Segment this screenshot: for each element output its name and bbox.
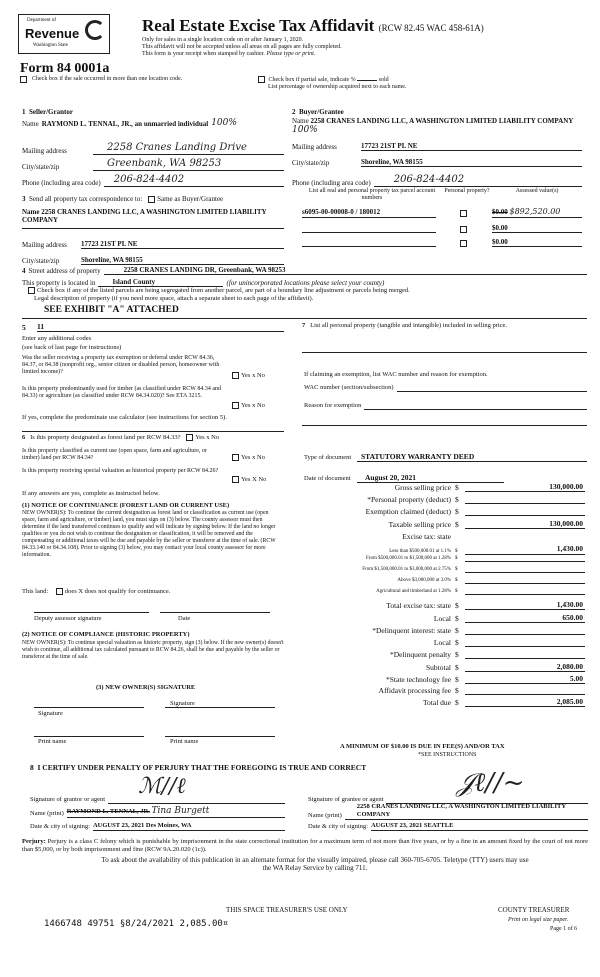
sec6-if-yes: If any answers are yes, complete as instructed below.	[22, 490, 160, 497]
alt-format-text: To ask about the availability of this publication in an alternate format for the visually impaired, please call 360-705-6705. Teletype (TTY) users may use the WA Relay Service by calling 711.	[101, 856, 529, 873]
see-instructions: *SEE INSTRUCTIONS	[418, 752, 477, 758]
form-title	[142, 16, 484, 36]
parcel-value-struck: $0.00	[492, 208, 508, 216]
sec6-n1-body: NEW OWNER(S): To continue the current designation as forest land or classification as current use (open space, farm and agriculture, or timber) land, you must sign on (3) below. The county assessor must then determine if the land transferred continues to qualify and will indicate by signing below. If the land no longer qualifies or you do not wish to continue the designation or classification, it will be removed and the compensating or additional taxes will be due and payable by the seller or transferor at the time of sale. (RCW 84.33.140 or 84.34.108). Prior to signing (3) below, you may contact your local county assessor for more information.	[22, 510, 276, 559]
deputy-date-line[interactable]	[160, 612, 270, 613]
corr-mailing-field[interactable]: 17723 21ST PL NE	[81, 240, 284, 249]
treasurer-stamp: 1466748 49751 §8/24/2021 2,085.00¤	[44, 919, 229, 929]
tax-row	[300, 650, 585, 659]
owner-print-line-2[interactable]	[165, 736, 275, 737]
checkbox-multi-location[interactable]	[20, 76, 27, 83]
tax-row-label: Less than $500,000.01 at 1.1%	[389, 548, 451, 554]
grantor-name-row	[30, 806, 285, 818]
tax-row-value[interactable]: 2,080.00	[465, 662, 585, 672]
parcel-value-field[interactable]: $0.00	[492, 224, 582, 233]
tax-row	[300, 519, 585, 529]
tax-row-value[interactable]	[465, 561, 585, 562]
sec5-line	[22, 431, 284, 432]
deputy-sig-line[interactable]	[34, 612, 149, 613]
owner-print-label-2: Print name	[170, 738, 199, 745]
dollar-sign: $	[455, 520, 459, 529]
grantee-sig-field[interactable]	[386, 768, 588, 804]
tax-row-value[interactable]: 1,430.00	[465, 545, 585, 555]
tax-row	[300, 613, 585, 623]
seller-mailing-row	[22, 142, 284, 155]
tax-row-value[interactable]	[465, 583, 585, 584]
sec7-reason-row	[304, 401, 587, 410]
tax-row-value[interactable]: 130,000.00	[465, 519, 585, 529]
tax-row-value[interactable]: 1,430.00	[465, 600, 585, 610]
owner-print-label-1: Print name	[38, 738, 67, 745]
tax-row	[300, 556, 585, 562]
doc-type-label: Type of document	[304, 454, 352, 462]
tax-row-label: Excise tax: state	[402, 532, 451, 541]
sec6-q3: Is this property receiving special valuation as historical property per RCW 84.26?	[22, 468, 219, 474]
tax-row	[300, 567, 585, 573]
county-treasurer: COUNTY TREASURER	[498, 906, 570, 914]
dollar-sign: $	[455, 686, 459, 695]
buyer-phone-label: Phone (including area code)	[292, 178, 371, 187]
doc-date-field[interactable]: August 20, 2021	[357, 473, 504, 483]
parcels-h3: Assessed value(s)	[515, 188, 559, 194]
see-exhibit: SEE EXHIBIT "A" ATTACHED	[44, 305, 179, 315]
seller-city-label: City/state/zip	[22, 162, 60, 171]
dollar-sign: $	[455, 578, 458, 583]
tax-row-value[interactable]	[465, 634, 585, 635]
perjury-body: Perjury is a class C felony which is punishable by imprisonment in the state correctional institution for a maximum term of not more than five years, or by a fine in an amount fixed by the court of not more than $5,000, or by both imprisonment and fine (RCW 9A.20.020 (1c)).	[22, 838, 589, 853]
tax-row	[300, 697, 585, 707]
form-title-text: Real Estate Excise Tax Affidavit	[142, 16, 375, 35]
correspondence-heading	[22, 195, 223, 203]
tax-row-value[interactable]	[465, 594, 585, 595]
tax-row-value[interactable]	[465, 572, 585, 573]
tax-row-value[interactable]: 650.00	[465, 613, 585, 623]
grantor-name-label: Name (print)	[30, 810, 64, 817]
corr-city-label: City/state/zip	[22, 257, 60, 265]
tax-row-label: *Delinquent interest: state	[372, 626, 451, 635]
sec5-code-row	[22, 322, 284, 332]
located-note: (for unincorporated locations please select your county)	[226, 279, 385, 287]
checkbox-same-as-buyer[interactable]	[148, 196, 155, 203]
check-partial-label: Check box if partial sale, indicate %	[268, 76, 356, 83]
seller-phone-label: Phone (including area code)	[22, 178, 101, 187]
note-1: Only for sales in a single location code on or after January 1, 2020.	[142, 37, 304, 43]
tax-row	[300, 662, 585, 672]
note-3-text: This form is your receipt when stamped by cashier.	[142, 51, 265, 58]
parcel-number-field[interactable]	[302, 238, 436, 247]
tax-row-label: *State technology fee	[386, 675, 451, 684]
sec5-q2-ans-label: Yes x No	[241, 402, 265, 409]
wac-field[interactable]	[397, 383, 587, 392]
buyer-name-value[interactable]: 2258 CRANES LANDING LLC, A WASHINGTON LIMITED LIABILITY COMPANY	[310, 117, 574, 125]
owner-sig-line-1[interactable]	[34, 707, 144, 708]
form-number: Form 84 0001a	[20, 61, 110, 76]
seller-mailing-field[interactable]: 2258 Cranes Landing Drive	[93, 142, 284, 155]
sec7-label: List all personal property (tangible and intangible) included in selling price.	[310, 322, 508, 329]
seller-name-row	[22, 118, 284, 129]
sec5-q2: Is this property predominantly used for timber (as classified under RCW 84.34 and 84.33) or agriculture (as classified under RCW 84.34.020)? See ETA 3215.	[22, 386, 222, 400]
partial-sold-label: sold	[378, 76, 389, 83]
checkbox-partial-sale[interactable]	[258, 76, 265, 83]
dollar-sign: $	[455, 548, 458, 554]
doc-date-label: Date of document	[304, 475, 351, 483]
tax-row-value[interactable]	[465, 694, 585, 695]
street-row	[22, 266, 587, 275]
sec6-n1-title: (1) NOTICE OF CONTINUANCE (FOREST LAND OR CURRENT USE)	[22, 502, 230, 509]
grantee-signature-mark: 𝒥ℓ∕∕~	[456, 768, 525, 798]
tax-row	[300, 589, 585, 595]
corr-label: Send all property tax correspondence to:	[29, 195, 143, 203]
sec7-reason-label: Reason for exemption	[304, 402, 362, 410]
checkbox-sec5-q2[interactable]	[232, 402, 239, 409]
dor-logo	[18, 14, 110, 54]
grantee-name-label: Name (print)	[308, 811, 342, 819]
buyer-name-row	[292, 117, 582, 136]
grantor-date-row	[30, 822, 285, 831]
parcel-number-field[interactable]: s6095-00-00008-0 / 180012	[302, 208, 436, 217]
dor-emblem-icon	[85, 20, 105, 40]
dollar-sign: $	[455, 601, 459, 610]
reason-field[interactable]	[364, 401, 587, 410]
tax-row-value[interactable]	[465, 515, 585, 516]
tax-row-label: Subtotal	[425, 663, 451, 672]
check-segregated[interactable]	[28, 287, 588, 295]
parcels-h1: List all real and personal property tax parcel account numbers	[308, 188, 436, 202]
buyer-phone-field[interactable]: 206-824-4402	[374, 174, 582, 187]
seller-heading	[22, 108, 73, 116]
sec6-this-land-row	[22, 588, 170, 596]
dollar-sign: $	[455, 650, 459, 659]
sec6-this-land: This land:	[22, 588, 49, 595]
grantor-date-field[interactable]: AUGUST 23, 2021 Des Moines, WA	[93, 822, 285, 831]
tax-row-label: From $500,000.01 to $1,500,000 at 1.28%	[366, 556, 451, 561]
dollar-sign: $	[455, 556, 458, 561]
dollar-sign: $	[455, 638, 459, 647]
seller-name-value[interactable]: RAYMOND L. TENNAL, JR., an unmarried individual	[41, 120, 209, 129]
tax-row-label: Affidavit processing fee	[378, 686, 451, 695]
grantee-name-field[interactable]: 2258 CRANES LANDING LLC, A WASHINGTON LIMITED LIABILITY COMPANY	[345, 803, 588, 820]
page-number: Page 1 of 6	[550, 926, 578, 932]
buyer-city-label: City/state/zip	[292, 159, 330, 167]
segregated-label: Check box if any of the listed parcels are being segregated from another parcel, are part of a boundary line adjustment or parcels being merged.	[37, 287, 410, 294]
sec6-does: does X does not qualify for continuance.	[64, 588, 171, 595]
checkbox-personal-property[interactable]	[460, 226, 467, 233]
tax-row	[300, 578, 585, 584]
dollar-sign: $	[455, 675, 459, 684]
owner-sig-label-1: Signature	[38, 710, 63, 717]
sec7-number: 7	[302, 322, 306, 329]
tax-row	[300, 532, 585, 541]
buyer-name-pct[interactable]: 100%	[292, 125, 318, 136]
sec5-q2-answer[interactable]	[232, 402, 265, 410]
sec5-number: 5	[22, 323, 26, 332]
buyer-mailing-row	[292, 142, 582, 151]
dept-line1: Department of	[27, 18, 57, 23]
sec5-q3: If yes, complete the predominate use calculator (see instructions for section 5).	[22, 414, 227, 421]
dollar-sign: $	[455, 614, 459, 623]
corr-city-row	[22, 256, 284, 265]
sec6-n2-body: NEW OWNER(S): To continue special valuation as historic property, sign (3) below. If the new owner(s) doesn't wish to continue, all additional tax calculated pursuant to RCW 84.26, shall be due and payable by the seller or transferor at the time of sale.	[22, 640, 284, 661]
grantee-sig-label: Signature of grantee or agent	[308, 796, 384, 804]
tax-row	[300, 507, 585, 516]
tax-row-label: From $1,500,000.01 to $3,000,000 at 2.75%	[362, 567, 451, 572]
sec6-q3-ans: Yes X No	[241, 476, 267, 483]
grantor-name-field[interactable]	[67, 806, 285, 818]
grantor-sig-label: Signature of grantor or agent	[30, 796, 106, 804]
sec5-enter-codes: Enter any additional codes	[22, 335, 92, 342]
parcel-row	[302, 224, 587, 233]
seller-number: 1	[22, 108, 26, 116]
tax-row-label: *Personal property (deduct)	[367, 495, 451, 504]
tax-row-value[interactable]: 2,085.00	[465, 697, 585, 707]
perjury-label: Perjury:	[22, 838, 46, 845]
tax-row-label: Total due	[422, 698, 451, 707]
checkbox-sec6-q2[interactable]	[232, 454, 239, 461]
corr-name[interactable]: Name 2258 CRANES LANDING LLC, A WASHINGTON LIMITED LIABILITY COMPANY	[22, 208, 267, 225]
corr-number: 3	[22, 195, 26, 203]
tax-row-value[interactable]	[465, 658, 585, 659]
dept-line3: Washington State	[33, 43, 69, 48]
grantor-sig-row	[30, 774, 285, 804]
sec5-q1-ans-label: Yes x No	[241, 372, 265, 379]
dollar-sign: $	[455, 698, 459, 707]
check-multi-label: Check box if the sale occurred in more than one location code.	[32, 76, 183, 82]
owner-sig-label-2: Signature	[170, 700, 195, 707]
header-notes	[142, 37, 342, 59]
doc-type-row	[304, 452, 587, 462]
tax-row-label: Total excise tax: state	[386, 601, 451, 610]
sec7-line-1[interactable]	[302, 352, 587, 353]
parcel-value-field[interactable]	[492, 207, 582, 218]
tax-row-value[interactable]: 130,000.00	[465, 482, 585, 492]
parcels-header	[302, 188, 587, 202]
partial-pct-field[interactable]	[357, 80, 377, 81]
note-3-print: Please type or print.	[266, 51, 316, 58]
buyer-heading	[292, 108, 344, 116]
tax-row	[300, 482, 585, 492]
checkbox-segregated[interactable]	[28, 287, 35, 294]
seller-phone-row	[22, 174, 284, 187]
deputy-sig-label: Deputy assessor signature	[34, 615, 102, 622]
buyer-mailing-label: Mailing address	[292, 143, 337, 151]
buyer-city-row	[292, 158, 582, 167]
perjury-text	[22, 838, 588, 854]
deputy-date-label: Date	[178, 615, 191, 622]
tax-row-value[interactable]	[465, 646, 585, 647]
grantor-signature-mark: ℳ∕∕ℓ	[138, 774, 186, 799]
tax-row	[300, 600, 585, 610]
partial-list-label: List percentage of ownership acquired next to each name.	[268, 84, 407, 91]
parcel-row	[302, 238, 587, 247]
corr-mailing-row	[22, 240, 284, 249]
buyer-name-label: Name	[292, 117, 309, 125]
street-label: Street address of property	[28, 267, 101, 275]
dollar-sign: $	[455, 663, 459, 672]
seller-city-field[interactable]: Greenbank, WA 98253	[93, 158, 284, 171]
check-multi-location[interactable]	[20, 76, 182, 83]
seller-mailing-label: Mailing address	[22, 146, 67, 155]
grantor-date-label: Date & city of signing:	[30, 823, 90, 831]
sec6-q2-ans: Yes x No	[241, 454, 265, 461]
sec6-q3-answer[interactable]	[232, 476, 266, 484]
checkbox-qualifies[interactable]	[56, 588, 63, 595]
dollar-sign: $	[455, 483, 459, 492]
grantee-date-row	[308, 822, 588, 831]
street-field[interactable]: 2258 CRANES LANDING DR, Greenbank, WA 98253	[104, 266, 587, 275]
grantor-name-struck: RAYMOND L. TENNAL, JR.	[66, 808, 150, 815]
tax-row-label: *Delinquent penalty	[389, 650, 451, 659]
form-title-ref: (RCW 82.45 WAC 458-61A)	[378, 23, 484, 33]
dollar-sign: $	[455, 507, 459, 516]
checkbox-personal-property[interactable]	[460, 240, 467, 247]
sec6-number: 6	[22, 434, 26, 441]
checkbox-personal-property[interactable]	[460, 210, 467, 217]
treasurer-use-only: THIS SPACE TREASURER'S USE ONLY	[226, 906, 348, 914]
tax-row-label: Above $3,000,000 at 3.0%	[397, 578, 451, 583]
dollar-sign: $	[455, 567, 458, 572]
buyer-label: Buyer/Grantee	[299, 108, 344, 116]
buyer-city-field[interactable]: Shoreline, WA 98155	[361, 158, 582, 167]
buyer-number: 2	[292, 108, 296, 116]
located-label: This property is located in	[22, 279, 96, 287]
seller-city-row	[22, 158, 284, 171]
tax-row	[300, 638, 585, 647]
tax-row-label: Local	[433, 614, 451, 623]
buyer-phone-row	[292, 174, 582, 187]
parcel-row	[302, 207, 587, 218]
parcel-value-field[interactable]: $0.00	[492, 238, 582, 247]
sec6-q1-row	[22, 434, 219, 442]
seller-label: Seller/Grantor	[29, 108, 73, 116]
tax-row-value[interactable]: 5.00	[465, 674, 585, 684]
seller-name-pct[interactable]: 100%	[211, 118, 237, 128]
sec6-q2: Is this property classified as current use (open space, farm and agriculture, or timber) land per RCW 84.34?	[22, 448, 207, 462]
sec7-exemption: If claiming an exemption, list WAC number and reason for exemption.	[304, 371, 488, 378]
located-row	[22, 278, 587, 287]
grantor-sig-field[interactable]	[108, 774, 285, 804]
doc-type-field[interactable]: STATUTORY WARRANTY DEED	[357, 452, 587, 462]
sec5-code-field[interactable]: 11	[37, 322, 284, 332]
sec5-see-back: (see back of last page for instructions)	[22, 344, 122, 351]
dollar-sign: $	[455, 495, 459, 504]
legal-desc-label: Legal description of property (if you need more space, attach a separate sheet to each page of the affidavit).	[34, 295, 314, 302]
certify-text: I CERTIFY UNDER PENALTY OF PERJURY THAT THE FOREGOING IS TRUE AND CORRECT	[37, 763, 367, 772]
tax-row	[300, 686, 585, 695]
legal-line	[22, 318, 587, 319]
sec5-q1-answer[interactable]	[232, 372, 265, 380]
parcel-value-handwritten: $892,520.00	[509, 207, 561, 216]
tax-row-label: Exemption claimed (deduct)	[365, 507, 451, 516]
property-number: 4	[22, 267, 26, 275]
tax-row	[300, 545, 585, 555]
legal-size-note: Print on legal size paper.	[508, 917, 569, 923]
note-3	[142, 51, 342, 58]
tax-row-label: Local	[433, 638, 451, 647]
corr-mailing-label: Mailing address	[22, 241, 67, 249]
checkbox-sec5-q1[interactable]	[232, 372, 239, 379]
sec7-line-2[interactable]	[302, 425, 587, 426]
sec6-n2-title: (2) NOTICE OF COMPLIANCE (HISTORIC PROPERTY)	[22, 631, 190, 638]
checkbox-sec6-q3[interactable]	[232, 476, 239, 483]
tax-row-label: Taxable selling price	[388, 520, 451, 529]
corr-same-label: Same as Buyer/Grantee	[157, 195, 224, 203]
minimum-note: A MINIMUM OF $10.00 IS DUE IN FEE(S) AND/OR TAX	[340, 743, 505, 750]
seller-name-label: Name	[22, 120, 39, 129]
tax-row	[300, 674, 585, 684]
checkbox-sec6-q1[interactable]	[186, 434, 193, 441]
sec7-wac-label: WAC number (section/subsection)	[304, 384, 394, 392]
grantee-date-field[interactable]: AUGUST 23, 2021 SEATTLE	[371, 822, 588, 831]
grantee-name-row	[308, 803, 588, 820]
sec6-q1-ans: Yes x No	[195, 434, 220, 441]
seller-phone-field[interactable]: 206-824-4402	[104, 174, 284, 187]
parcels-h2: Personal property?	[444, 188, 490, 194]
tax-row	[300, 495, 585, 504]
tax-row-label: Gross selling price	[394, 483, 451, 492]
sec7-text	[302, 322, 587, 330]
sec8-number: 8	[30, 763, 34, 772]
located-field[interactable]: Island County	[98, 278, 223, 287]
buyer-mailing-field[interactable]: 17723 21ST PL NE	[361, 142, 582, 151]
owner-print-line-1[interactable]	[34, 736, 144, 737]
check-partial-sale[interactable]	[258, 76, 406, 91]
sec5-q1: Was the seller receiving a property tax exemption or deferral under RCW 84.36, 84.37, or 84.38 (nonprofit org., senior citizen or disabled person, homeowner with limited income)?	[22, 355, 220, 376]
sec6-n3-title: (3) NEW OWNER(S) SIGNATURE	[96, 684, 196, 691]
grantor-name-handwritten: Tina Burgett	[151, 806, 210, 816]
dollar-sign: $	[455, 589, 458, 594]
corr-name-line	[22, 228, 284, 229]
grantee-sig-row	[308, 768, 588, 804]
certify-row	[30, 763, 366, 772]
tax-row	[300, 626, 585, 635]
dept-line2: Revenue	[25, 26, 80, 41]
dollar-sign: $	[455, 626, 459, 635]
note-2: This affidavit will not be accepted unless all areas on all pages are fully completed.	[142, 44, 342, 51]
grantee-date-label: Date & city of signing:	[308, 823, 368, 831]
sec6-q2-answer[interactable]	[232, 454, 265, 462]
corr-city-field[interactable]: Shoreline, WA 98155	[81, 256, 284, 265]
sec6-q1: Is this property designated as forest land per RCW 84.33?	[30, 434, 181, 441]
tax-row-value[interactable]	[465, 503, 585, 504]
sec7-wac-row	[304, 383, 587, 392]
parcel-number-field[interactable]	[302, 224, 436, 233]
tax-row-label: Agricultural and timberland at 1.28%	[376, 589, 451, 594]
